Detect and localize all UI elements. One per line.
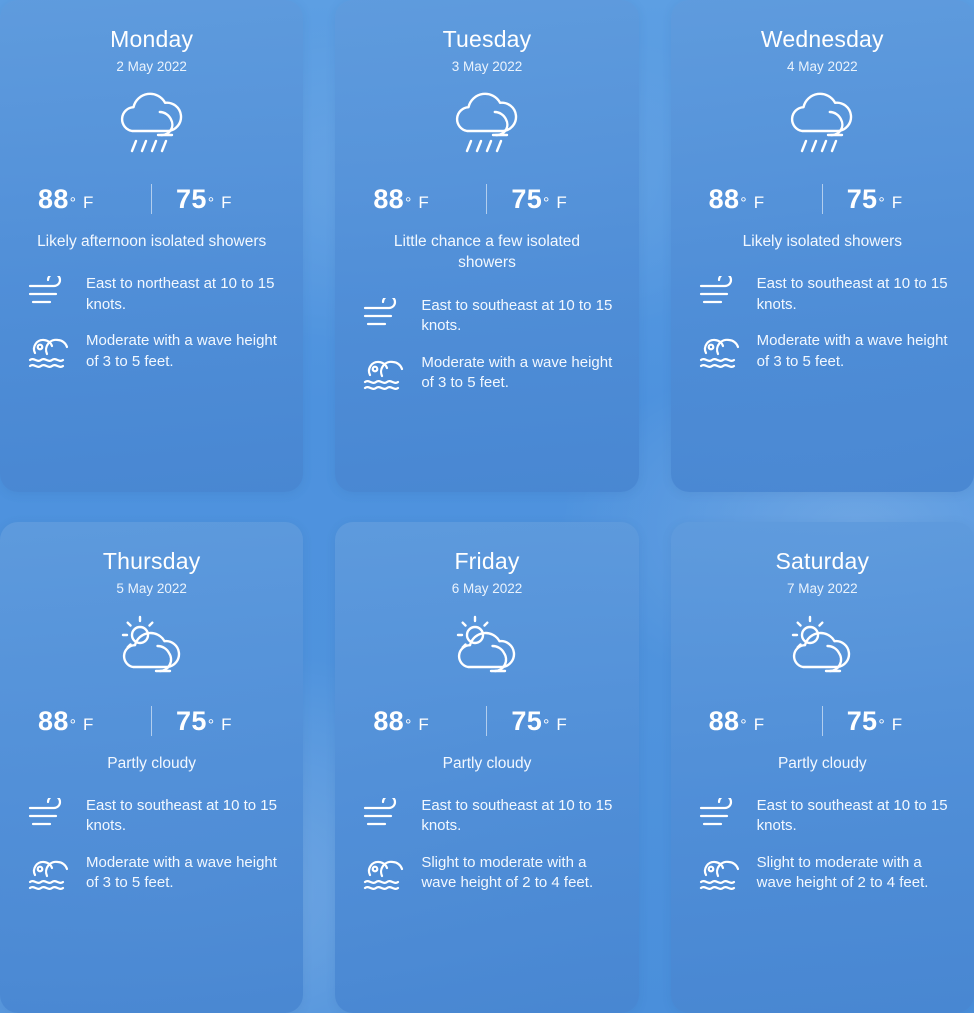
temperature-row bbox=[26, 706, 277, 737]
detail-list bbox=[26, 274, 277, 372]
day-date: 7 May 2022 bbox=[787, 580, 858, 596]
unit-label: F bbox=[221, 714, 232, 734]
unit-label: F bbox=[753, 714, 765, 734]
day-name: Monday bbox=[110, 26, 194, 52]
wind-detail bbox=[697, 274, 948, 315]
high-temperature bbox=[361, 184, 484, 215]
rain-cloud-icon bbox=[361, 84, 612, 170]
day-date: 3 May 2022 bbox=[451, 59, 523, 74]
forecast-summary: Partly cloudy bbox=[777, 754, 867, 772]
high-temp-value: 88 bbox=[373, 184, 404, 214]
detail-list bbox=[361, 296, 612, 394]
detail-list bbox=[361, 796, 612, 894]
wave-text: Slight to moderate with a wave height of 2 to 4 feet. bbox=[421, 853, 594, 892]
forecast-card-saturday[interactable] bbox=[671, 522, 974, 1013]
forecast-card-friday[interactable] bbox=[335, 522, 638, 1013]
wave-text: Moderate with a wave height of 3 to 5 feet. bbox=[86, 853, 277, 892]
wave-icon bbox=[361, 853, 407, 893]
unit-label: F bbox=[891, 193, 903, 212]
high-temp-value: 88 bbox=[38, 705, 69, 736]
degree-symbol: ° bbox=[69, 716, 77, 734]
wind-icon bbox=[697, 274, 743, 310]
high-temperature bbox=[361, 706, 484, 737]
temp-divider bbox=[151, 706, 152, 736]
wind-icon bbox=[697, 796, 743, 832]
temperature-row bbox=[697, 706, 948, 737]
day-name: Thursday bbox=[102, 547, 201, 574]
wave-icon bbox=[697, 331, 743, 371]
wind-text: East to southeast at 10 to 15 knots. bbox=[421, 796, 613, 835]
rain-cloud-icon bbox=[697, 84, 948, 170]
temp-divider bbox=[486, 184, 487, 214]
degree-symbol: ° bbox=[740, 716, 747, 734]
wave-icon bbox=[26, 853, 72, 893]
high-temperature bbox=[26, 184, 149, 215]
wave-icon bbox=[697, 853, 743, 893]
degree-symbol: ° bbox=[69, 195, 77, 212]
day-name: Friday bbox=[454, 547, 520, 574]
partly-cloudy-icon bbox=[361, 606, 612, 692]
wind-text: East to southeast at 10 to 15 knots. bbox=[756, 796, 948, 835]
wind-detail bbox=[26, 274, 277, 315]
high-temp-value: 88 bbox=[38, 184, 69, 214]
unit-label: F bbox=[221, 193, 232, 212]
detail-list bbox=[26, 796, 277, 894]
degree-symbol: ° bbox=[740, 195, 747, 212]
degree-symbol: ° bbox=[543, 195, 550, 212]
temp-divider bbox=[151, 184, 152, 214]
forecast-summary: Likely afternoon isolated showers bbox=[37, 233, 267, 250]
unit-label: F bbox=[83, 714, 94, 734]
forecast-card-tuesday[interactable] bbox=[335, 0, 638, 492]
day-name: Tuesday bbox=[442, 26, 532, 52]
temp-divider bbox=[486, 706, 487, 736]
low-temp-value: 75 bbox=[846, 184, 878, 214]
temperature-row bbox=[26, 184, 277, 215]
wind-icon bbox=[361, 296, 407, 332]
day-date: 6 May 2022 bbox=[451, 580, 523, 596]
high-temperature bbox=[26, 706, 149, 737]
degree-symbol: ° bbox=[878, 716, 885, 734]
day-date: 4 May 2022 bbox=[787, 59, 858, 74]
unit-label: F bbox=[556, 193, 567, 212]
forecast-summary: Partly cloudy bbox=[442, 754, 532, 772]
day-name: Saturday bbox=[775, 547, 870, 574]
temp-divider bbox=[822, 706, 823, 736]
low-temperature bbox=[825, 184, 948, 215]
degree-symbol: ° bbox=[543, 716, 550, 734]
low-temperature bbox=[154, 706, 277, 737]
wave-detail bbox=[697, 853, 948, 894]
degree-symbol: ° bbox=[404, 716, 412, 734]
wind-icon bbox=[26, 274, 72, 310]
low-temp-value: 75 bbox=[176, 705, 207, 736]
forecast-card-thursday[interactable] bbox=[0, 522, 303, 1013]
degree-symbol: ° bbox=[404, 195, 412, 212]
wave-detail bbox=[26, 853, 277, 894]
day-date: 5 May 2022 bbox=[116, 580, 187, 596]
wind-text: East to northeast at 10 to 15 knots. bbox=[86, 275, 275, 313]
high-temp-value: 88 bbox=[708, 184, 740, 214]
forecast-summary: Little chance a few isolated showers bbox=[393, 233, 581, 272]
degree-symbol: ° bbox=[207, 195, 215, 212]
forecast-summary: Partly cloudy bbox=[107, 754, 197, 772]
low-temp-value: 75 bbox=[176, 184, 207, 214]
unit-label: F bbox=[753, 193, 765, 212]
unit-label: F bbox=[556, 714, 567, 734]
day-name: Wednesday bbox=[760, 26, 884, 52]
high-temp-value: 88 bbox=[708, 705, 740, 736]
temperature-row bbox=[697, 184, 948, 215]
low-temp-value: 75 bbox=[511, 184, 543, 214]
low-temperature bbox=[489, 706, 612, 737]
wind-detail bbox=[361, 796, 612, 837]
unit-label: F bbox=[418, 193, 429, 212]
unit-label: F bbox=[418, 714, 429, 734]
temperature-row bbox=[361, 706, 612, 737]
low-temperature bbox=[154, 184, 277, 215]
forecast-card-monday[interactable] bbox=[0, 0, 303, 492]
temp-divider bbox=[822, 184, 823, 214]
unit-label: F bbox=[83, 193, 94, 212]
temperature-row bbox=[361, 184, 612, 215]
low-temperature bbox=[825, 706, 948, 737]
wind-text: East to southeast at 10 to 15 knots. bbox=[756, 275, 948, 313]
partly-cloudy-icon bbox=[697, 606, 948, 692]
wave-detail bbox=[26, 331, 277, 372]
wind-text: East to southeast at 10 to 15 knots. bbox=[86, 796, 277, 835]
detail-list bbox=[697, 274, 948, 372]
forecast-card-wednesday[interactable] bbox=[671, 0, 974, 492]
high-temperature bbox=[697, 706, 820, 737]
wave-icon bbox=[26, 331, 72, 371]
forecast-summary: Likely isolated showers bbox=[742, 233, 903, 250]
wind-detail bbox=[26, 796, 277, 837]
wave-detail bbox=[697, 331, 948, 372]
wave-icon bbox=[361, 353, 407, 393]
wave-text: Moderate with a wave height of 3 to 5 feet. bbox=[421, 353, 613, 391]
wave-text: Moderate with a wave height of 3 to 5 feet. bbox=[86, 332, 277, 370]
wave-detail bbox=[361, 853, 612, 894]
wind-text: East to southeast at 10 to 15 knots. bbox=[421, 296, 613, 335]
low-temp-value: 75 bbox=[846, 705, 878, 736]
wind-icon bbox=[361, 796, 407, 832]
wind-detail bbox=[361, 296, 612, 337]
wind-icon bbox=[26, 796, 72, 832]
rain-cloud-icon bbox=[26, 84, 277, 170]
high-temperature bbox=[697, 184, 820, 215]
partly-cloudy-icon bbox=[26, 606, 277, 692]
low-temperature bbox=[489, 184, 612, 215]
high-temp-value: 88 bbox=[373, 705, 404, 736]
wave-detail bbox=[361, 353, 612, 394]
unit-label: F bbox=[891, 714, 903, 734]
day-date: 2 May 2022 bbox=[116, 59, 187, 74]
degree-symbol: ° bbox=[878, 195, 885, 212]
low-temp-value: 75 bbox=[511, 705, 543, 736]
wave-text: Slight to moderate with a wave height of 2 to 4 feet. bbox=[756, 853, 929, 892]
degree-symbol: ° bbox=[207, 716, 215, 734]
wave-text: Moderate with a wave height of 3 to 5 feet. bbox=[756, 332, 948, 370]
detail-list bbox=[697, 796, 948, 894]
wind-detail bbox=[697, 796, 948, 837]
